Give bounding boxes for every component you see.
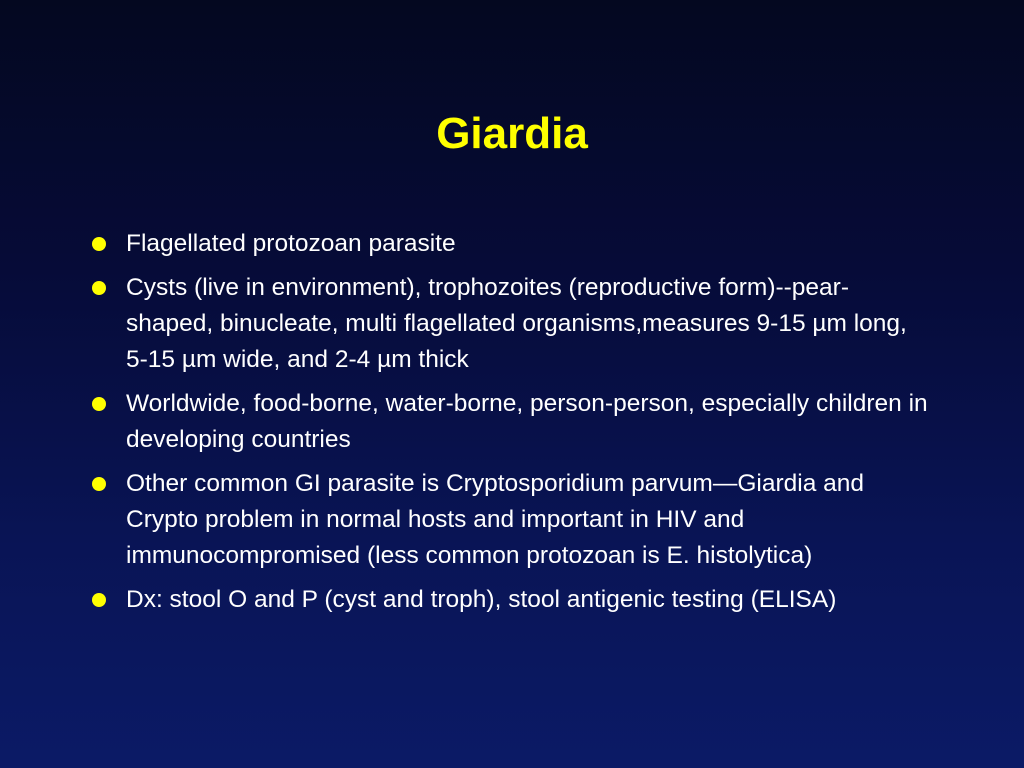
- bullet-text: Other common GI parasite is Cryptosporidium parvum—Giardia and Crypto problem in normal hosts and important in HIV and immunocompromised (less common protozoan is E. histolytica): [126, 470, 865, 569]
- bullet-text: Worldwide, food-borne, water-borne, person-person, especially children in developing countries: [126, 390, 928, 453]
- bullet-dot-icon: [92, 593, 106, 607]
- bullet-text: Flagellated protozoan parasite: [126, 230, 456, 257]
- bullet-dot-icon: [92, 237, 106, 251]
- bullet-dot-icon: [92, 397, 106, 411]
- bullet-item: [90, 582, 930, 618]
- bullet-dot-icon: [92, 281, 106, 295]
- bullet-text: Dx: stool O and P (cyst and troph), stool antigenic testing (ELISA): [126, 586, 837, 613]
- slide-title: Giardia: [436, 109, 588, 158]
- bullet-list: [90, 226, 930, 626]
- bullet-item: [90, 270, 930, 378]
- bullet-text: Cysts (live in environment), trophozoites (reproductive form)--pear-shaped, binucleate, multi flagellated organisms,measures 9-15 µm long, 5-15 µm wide, and 2-4 µm thick: [126, 274, 907, 373]
- bullet-item: [90, 226, 930, 262]
- bullet-item: [90, 466, 930, 574]
- bullet-dot-icon: [92, 477, 106, 491]
- bullet-item: [90, 386, 930, 458]
